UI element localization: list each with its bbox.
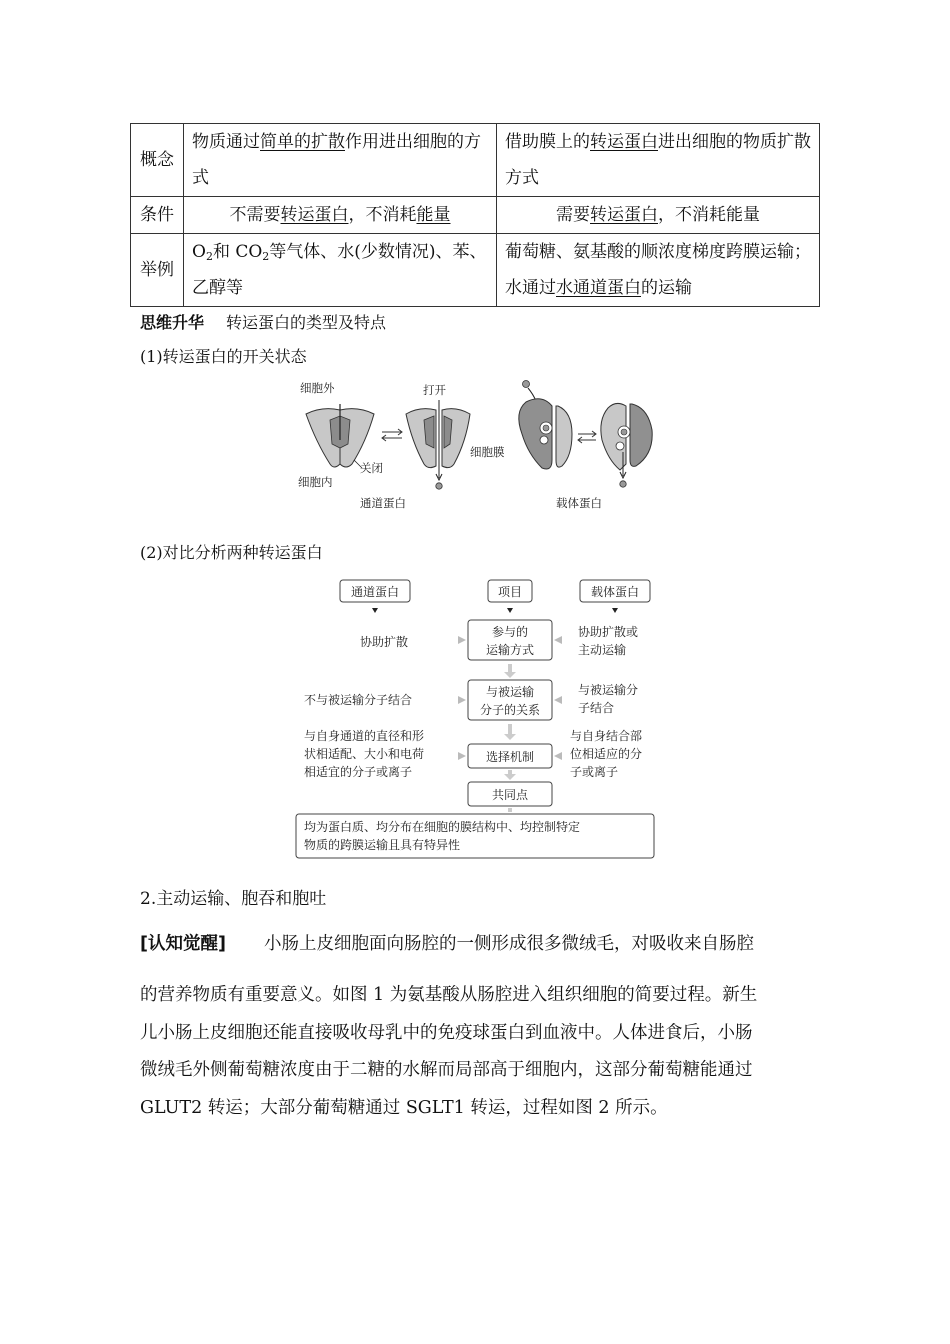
label-closed: 关闭	[360, 461, 383, 475]
cell-facilitated-diffusion-concept	[497, 124, 820, 197]
subheading-1: (1)转运蛋白的开关状态	[140, 347, 307, 366]
label-outside: 细胞外	[300, 381, 335, 395]
underlined-term: 水通道蛋白	[556, 278, 641, 298]
row-label-condition: 条件	[131, 197, 184, 234]
cell-text: 借助膜上的	[505, 132, 590, 152]
table-row-example	[131, 234, 820, 307]
label-carrier-protein: 载体蛋白	[556, 496, 602, 510]
label-open: 打开	[423, 383, 446, 397]
open-channel-shape	[406, 400, 470, 489]
cell-text: 的运输	[641, 278, 692, 298]
subscript: 2	[205, 250, 213, 263]
table-row-concept	[131, 124, 820, 197]
carrier-relation-1: 与被运输分	[578, 683, 639, 697]
underlined-term: 能量	[416, 205, 451, 225]
transport-protein-states-figure	[290, 372, 660, 520]
carrier-protein-shape-1	[519, 381, 572, 470]
cell-text: 等气体、水(少数情况)、苯、乙醇等	[192, 242, 487, 298]
carrier-selection-1: 与自身结合部	[570, 729, 643, 743]
awareness-text: 小肠上皮细胞面向肠腔的一侧形成很多微绒毛，对吸收来自肠腔	[264, 934, 754, 954]
item-transport-mode-1: 参与的	[491, 625, 529, 639]
row-label-example: 举例	[131, 234, 184, 307]
body-paragraph	[140, 977, 820, 1127]
table-row-condition	[131, 197, 820, 234]
carrier-selection-3: 子或离子	[570, 765, 619, 779]
subheading-2: (2)对比分析两种转运蛋白	[140, 543, 323, 562]
paragraph-line: 的营养物质有重要意义。如图 1 为氨基酸从肠腔进入组织细胞的简要过程。新生	[140, 985, 758, 1005]
header-carrier: 载体蛋白	[590, 585, 640, 599]
common-line-1: 均为蛋白质、均分布在细胞的膜结构中、均控制特定	[304, 820, 581, 834]
section-2-heading: 2.主动运输、胞吞和胞吐	[140, 889, 327, 909]
header-item: 项目	[497, 585, 523, 599]
paragraph-line: 微绒毛外侧葡萄糖浓度由于二糖的水解而局部高于细胞内，这部分葡萄糖能通过	[140, 1060, 753, 1080]
transport-protein-comparison-diagram	[290, 574, 660, 862]
cell-text: 进出细胞的物质扩散方式	[505, 132, 811, 188]
item-common: 共同点	[491, 788, 529, 802]
heading-tag: 思维升华	[140, 313, 205, 332]
channel-relation: 不与被运输分子结合	[304, 693, 413, 707]
label-channel-protein: 通道蛋白	[360, 496, 406, 510]
subscript: 2	[262, 250, 270, 263]
item-relation-1: 与被运输	[485, 685, 535, 699]
channel-selection-3: 相适宜的分子或离子	[304, 765, 413, 779]
carrier-transport-mode-2: 主动运输	[578, 643, 627, 657]
carrier-transport-mode-1: 协助扩散或	[578, 625, 639, 639]
underlined-term: 转运蛋白	[280, 205, 349, 225]
paragraph-line: 儿小肠上皮细胞还能直接吸收母乳中的免疫球蛋白到血液中。人体进食后，小肠	[140, 1022, 753, 1043]
cell-facilitated-diffusion-example	[497, 234, 820, 307]
awareness-line	[140, 926, 820, 964]
underlined-term: 简单的扩散	[260, 132, 345, 152]
cell-text: 需要	[556, 205, 590, 225]
cell-text: O	[192, 242, 206, 262]
cell-text: ，不消耗	[348, 205, 417, 225]
item-transport-mode-2: 运输方式	[485, 643, 535, 657]
channel-selection-1: 与自身通道的直径和形	[304, 729, 425, 743]
equilibrium-arrows	[382, 429, 402, 441]
header-channel: 通道蛋白	[350, 585, 400, 599]
channel-transport-mode: 协助扩散	[360, 635, 409, 649]
label-membrane: 细胞膜	[470, 445, 505, 459]
carrier-selection-2: 位相适应的分	[570, 747, 643, 761]
cell-text: 物质通过	[192, 132, 260, 152]
section-heading	[140, 310, 386, 333]
comparison-table	[130, 123, 820, 307]
row-label-concept: 概念	[131, 124, 184, 197]
cell-text: 葡萄糖、氨基酸的顺浓度梯度跨膜运输；水通过	[505, 242, 811, 298]
item-relation-2: 分子的关系	[479, 703, 541, 717]
cell-simple-diffusion-example	[184, 234, 497, 307]
cell-text: 和 CO	[212, 242, 263, 262]
paragraph-line: GLUT2 转运；大部分葡萄糖通过 SGLT1 转运，过程如图 2 所示。	[140, 1097, 668, 1118]
closed-channel-shape	[306, 404, 374, 468]
channel-selection-2: 状相适配、大小和电荷	[304, 747, 425, 761]
underlined-term: 转运蛋白	[590, 132, 658, 152]
cell-facilitated-diffusion-condition	[497, 197, 820, 234]
cell-simple-diffusion-concept	[184, 124, 497, 197]
cell-text: 作用进出细胞的方式	[192, 132, 481, 188]
equilibrium-arrows-2	[578, 431, 596, 443]
item-selection: 选择机制	[485, 750, 535, 764]
heading-title: 转运蛋白的类型及特点	[226, 313, 387, 332]
cell-text: 不需要	[229, 205, 281, 225]
common-line-2: 物质的跨膜运输且具有特异性	[304, 838, 461, 852]
carrier-relation-2: 子结合	[578, 701, 615, 715]
cell-text: ，不消耗能量	[658, 205, 760, 225]
underlined-term: 转运蛋白	[590, 205, 658, 225]
awareness-tag: [认知觉醒]	[140, 934, 226, 954]
carrier-protein-shape-2	[601, 403, 652, 487]
cell-simple-diffusion-condition	[184, 197, 497, 234]
label-inside: 细胞内	[298, 475, 333, 489]
